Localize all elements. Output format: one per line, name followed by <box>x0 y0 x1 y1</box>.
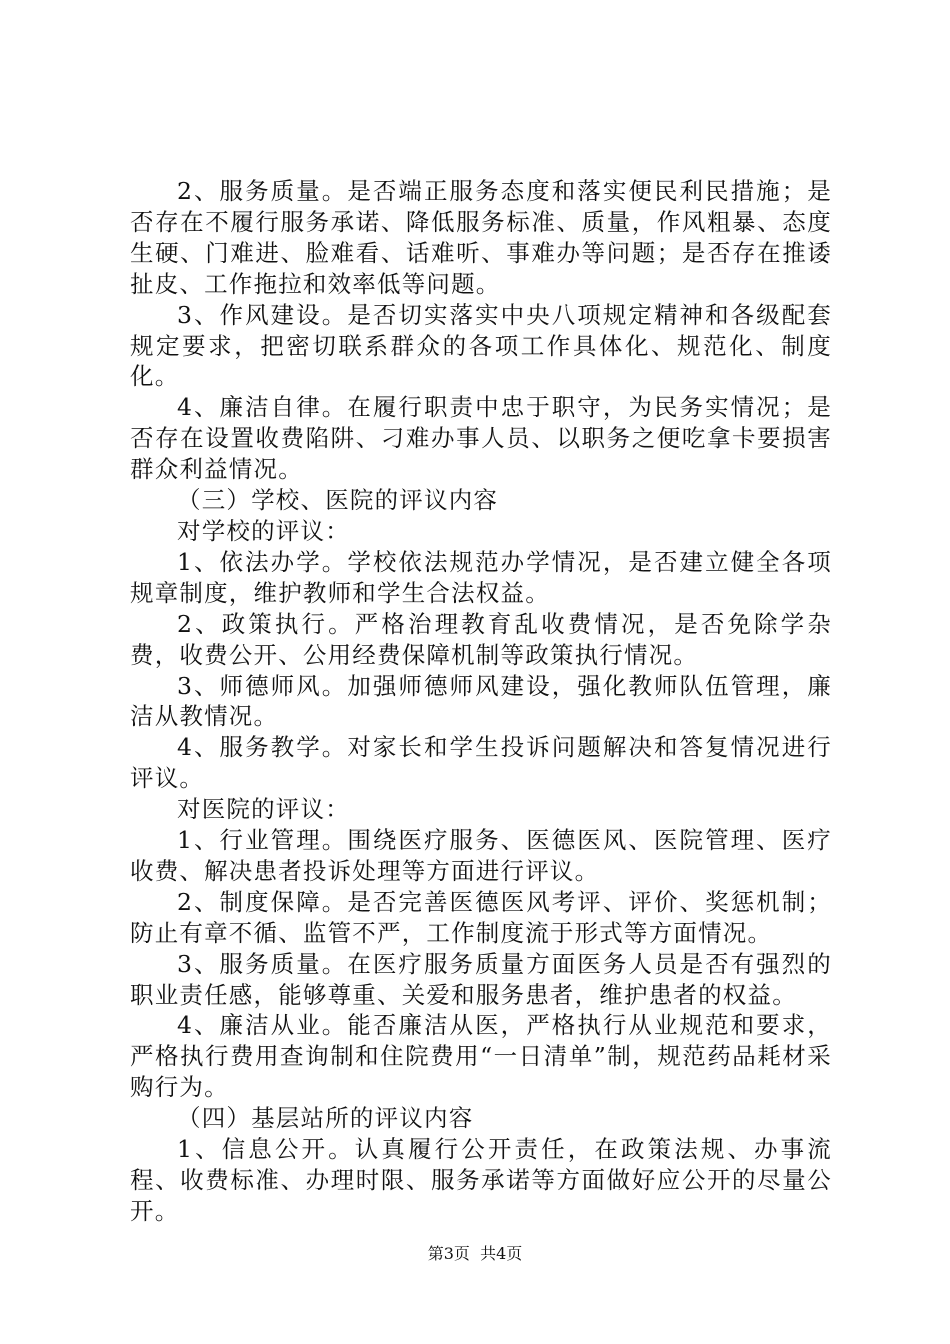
paragraph: 1、依法办学。学校依法规范办学情况，是否建立健全各项规章制度，维护教师和学生合法权益。 <box>130 547 832 607</box>
paragraph: 4、廉洁自律。在履行职责中忠于职守，为民务实情况；是否存在设置收费陷阱、刁难办事人员、以职务之便吃拿卡要损害群众利益情况。 <box>130 393 832 484</box>
subsection-heading: 对医院的评议： <box>177 795 350 824</box>
section-heading: （四）基层站所的评议内容 <box>177 1104 474 1133</box>
paragraph: 4、廉洁从业。能否廉洁从医，严格执行从业规范和要求，严格执行费用查询制和住院费用“一日清单”制，规范药品耗材采购行为。 <box>130 1011 832 1102</box>
subsection-heading: 对学校的评议： <box>177 516 350 545</box>
paragraph: 3、服务质量。在医疗服务质量方面医务人员是否有强烈的职业责任感，能够尊重、关爱和服务患者，维护患者的权益。 <box>130 949 832 1009</box>
paragraph: 4、服务教学。对家长和学生投诉问题解决和答复情况进行评议。 <box>130 733 832 793</box>
paragraph: 2、制度保障。是否完善医德医风考评、评价、奖惩机制；防止有章不循、监管不严，工作制度流于形式等方面情况。 <box>130 887 832 947</box>
paragraph: 3、师德师风。加强师德师风建设，强化教师队伍管理，廉洁从教情况。 <box>130 671 832 731</box>
page-number: 第3页 共4页 <box>427 1244 523 1263</box>
paragraph: 1、行业管理。围绕医疗服务、医德医风、医院管理、医疗收费、解决患者投诉处理等方面进行评议。 <box>130 826 832 885</box>
paragraph: 2、政策执行。严格治理教育乱收费情况，是否免除学杂费，收费公开、公用经费保障机制等政策执行情况。 <box>130 609 832 669</box>
paragraph: 2、服务质量。是否端正服务态度和落实便民利民措施；是否存在不履行服务承诺、降低服务标准、质量，作风粗暴、态度生硬、门难进、脸难看、话难听、事难办等问题；是否存在推诿扯皮、工作拖拉和效率低等问题。 <box>130 177 832 298</box>
section-heading: （三）学校、医院的评议内容 <box>177 486 499 515</box>
paragraph: 3、作风建设。是否切实落实中央八项规定精神和各级配套规定要求，把密切联系群众的各项工作具体化、规范化、制度化。 <box>130 300 832 391</box>
document-body <box>130 176 832 1227</box>
paragraph: 1、信息公开。认真履行公开责任，在政策法规、办事流程、收费标准、办理时限、服务承诺等方面做好应公开的尽量公开。 <box>130 1135 832 1225</box>
page-footer <box>0 1244 950 1264</box>
